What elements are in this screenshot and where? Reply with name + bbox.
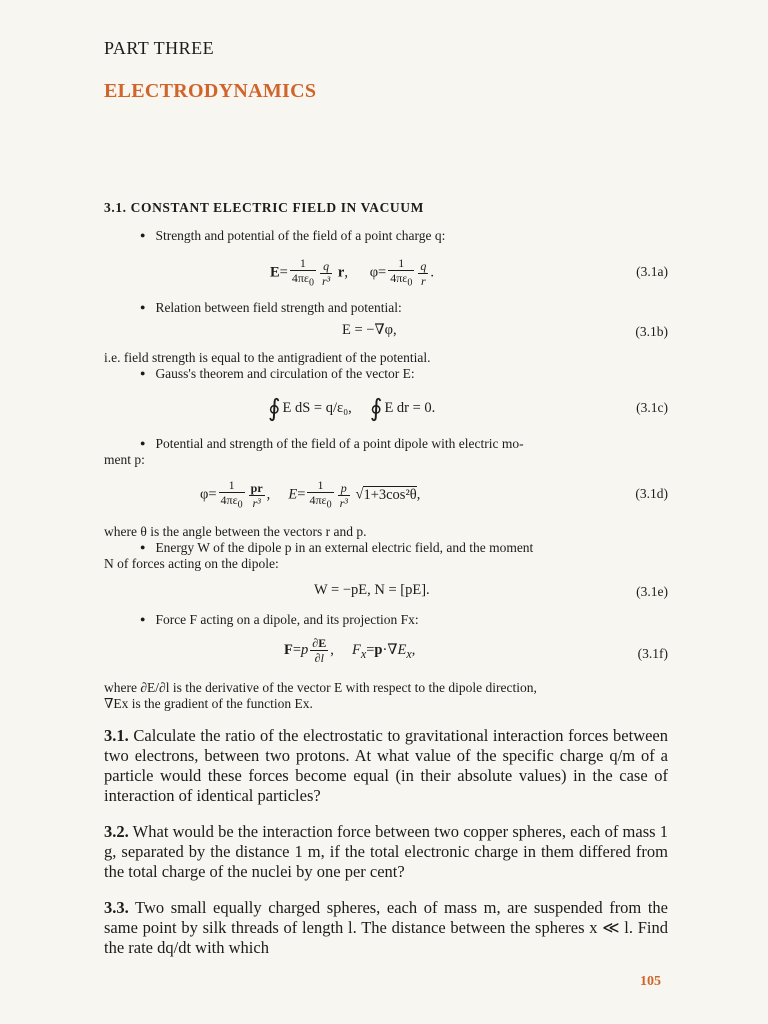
equation-label-3-1d: (3.1d) — [635, 486, 668, 501]
equation-label-3-1a: (3.1a) — [636, 264, 668, 279]
bullet-energy: ● Energy W of the dipole p in an external electric field, and the moment — [140, 540, 533, 557]
problem-3-2 — [104, 822, 668, 882]
text-derivative-2: ∇Ex is the gradient of the function Ex. — [104, 696, 313, 711]
bullet-dipole: ● Potential and strength of the field of a point dipole with electric mo- — [140, 436, 524, 453]
equation-label-3-1b: (3.1b) — [635, 324, 668, 339]
equation-label-3-1e: (3.1e) — [636, 584, 668, 599]
part-heading: PART THREE — [104, 38, 215, 58]
bullet-point-charge: ● Strength and potential of the field of a point charge q: — [140, 228, 445, 245]
equation-3-1a: E= $\frac{1}{4\pi\varepsilon_0}$ $\frac{q}{\text{r³}}$ r, φ= $\frac{1}{4\pi\varepsilon_0}$ $\frac{q}{r}$ . — [270, 256, 434, 289]
equation-label-3-1f: (3.1f) — [637, 646, 668, 661]
equation-3-1c-part2: E dr = 0. — [384, 400, 436, 416]
bullet-energy-cont: N of forces acting on the dipole: — [104, 556, 279, 571]
problem-text: What would be the interaction force between two copper spheres, each of mass 1 g, separated by the distance 1 m, if the total electronic charge in them differed from the total charge of the nuclei by one per cent? — [104, 822, 669, 881]
bullet-gauss: ● Gauss's theorem and circulation of the vector E: — [140, 366, 415, 383]
problem-text: Two small equally charged spheres, each of mass m, are suspended from the same point by silk threads of length l. The distance between the spheres x ≪ l. Find the rate dq/dt with which — [104, 898, 669, 957]
problem-number: 3.2. — [104, 822, 129, 841]
page-number: 105 — [640, 974, 661, 989]
section-title: 3.1. CONSTANT ELECTRIC FIELD IN VACUUM — [104, 200, 424, 215]
problem-number: 3.1. — [104, 726, 129, 745]
text-derivative-1: where ∂E/∂l is the derivative of the vector E with respect to the dipole direction, — [104, 680, 537, 695]
problem-3-3 — [104, 898, 668, 958]
equation-3-1d: φ= $\frac{1}{4\pi\varepsilon_0}$ $\frac{pr}{\text{r³}}$ , E= $\frac{1}{4\pi\varepsilon_0}$ $\frac{p}{\text{r³}}$ √1+3cos²θ, — [200, 478, 421, 511]
problem-3-1 — [104, 726, 668, 806]
text-antigradient: i.e. field strength is equal to the antigradient of the potential. — [104, 350, 431, 365]
text-theta: where θ is the angle between the vectors r and p. — [104, 524, 367, 539]
bullet-relation: ● Relation between field strength and potential: — [140, 300, 402, 317]
equation-label-3-1c: (3.1c) — [636, 400, 668, 415]
equation-3-1c: ∮ E dS = q/ε₀, ∮ E dr = 0. — [268, 396, 436, 422]
problem-text: Calculate the ratio of the electrostatic to gravitational interaction forces between two electrons, between two protons. At what value of the specific charge q/m of a particle would these forces become equal (in their absolute values) in the case of interaction of identical particles? — [104, 726, 669, 805]
bullet-dipole-cont: ment p: — [104, 452, 145, 467]
equation-3-1f: F=p $\frac{\partial E}{\partial l}$ , $F_x=p\cdot\nabla E_x$, — [284, 636, 416, 665]
equation-3-1e: W = −pE, N = [pE]. — [314, 582, 430, 598]
equation-3-1c-part1: E dS = q/ε₀, — [282, 400, 352, 416]
bullet-force: ● Force F acting on a dipole, and its projection Fx: — [140, 612, 419, 629]
chapter-title: ELECTRODYNAMICS — [104, 80, 317, 102]
problem-number: 3.3. — [104, 898, 129, 917]
equation-3-1b: E = −∇φ, — [342, 322, 397, 338]
